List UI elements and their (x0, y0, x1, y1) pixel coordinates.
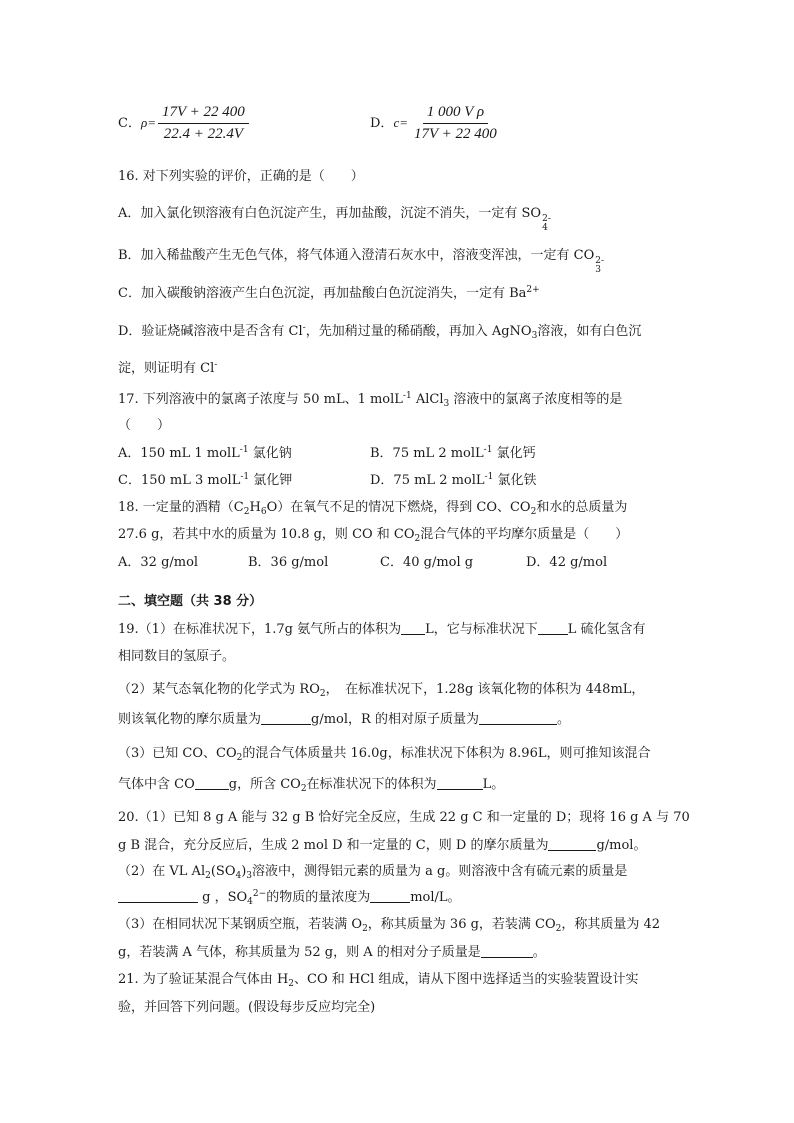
q15-c-fraction: $\frac{17V + 22 400}{22.4 + 22.4V}$ (158, 104, 249, 143)
q17-option-c: C．150 mL 3 molL$^{-1}$ 氯化钾 (118, 472, 293, 488)
q16-stem: 16. 对下列实验的评价，正确的是（ ） (118, 169, 364, 184)
q15-option-c: C．ρ= $\frac{17V + 22 400}{22.4 + 22.4V}$ (118, 104, 249, 143)
q16-option-c: C．加入碳酸钠溶液产生白色沉淀，再加盐酸白色沉淀消失，一定有 $Ba^{2+}$ (118, 285, 540, 301)
q17-stem: 17. 下列溶液中的氯离子浓度与 50 mL、1 molL$^{-1}$ AlCl$_3$ 溶液中的氯离子浓度相等的是 (118, 391, 623, 409)
q18-option-d: D．42 g/mol (526, 555, 608, 570)
q16-option-d-line2: 淀，则证明有 Cl- (118, 360, 218, 376)
answer-blank[interactable] (261, 712, 311, 725)
q17-option-d: D．75 mL 2 molL$^{-1}$ 氯化铁 (370, 472, 537, 488)
q21-stem-line1: 21. 为了验证某混合气体由 $H_2$、CO 和 HCl 组成，请从下图中选择适当的实验装置设计实 (118, 972, 639, 989)
q18-option-a: A．32 g/mol (118, 555, 199, 570)
answer-blank[interactable] (437, 777, 483, 790)
q20-part2-line2: g ，$SO_4^{2-}$的物质的量浓度为 mol/L。 (118, 886, 461, 907)
answer-blank[interactable] (118, 890, 198, 903)
answer-blank[interactable] (548, 838, 596, 851)
answer-blank[interactable] (479, 712, 557, 725)
q20-part1-line1: 20.（1）已知 8 g A 能与 32 g B 恰好完全反应，生成 22 g C 和一定量的 D；现将 16 g A 与 70 (118, 810, 690, 825)
q21-stem-line2: 验，并回答下列问题。(假设每步反应均完全) (118, 1000, 376, 1015)
q19-part1-line1: 19.（1）在标准状况下，1.7g 氨气所占的体积为 L，它与标准状况下 L 硫化氢含有 (118, 622, 646, 637)
q18-option-b: B．36 g/mol (248, 555, 329, 570)
answer-blank[interactable] (401, 622, 425, 635)
section-heading-fill-in: 二、填空题（共 38 分） (118, 594, 263, 609)
q18-option-c: C．40 g/mol g (380, 555, 474, 570)
answer-blank[interactable] (481, 945, 533, 958)
q19-part1-line2: 相同数目的氢原子。 (118, 649, 236, 664)
q16-option-d-line1: D．验证烧碱溶液中是否含有 Cl-，先加稍过量的稀硝酸，再加入 AgNO$_3$溶液，如有白色沉 (118, 323, 642, 341)
q20-part2-line1: （2）在 VL $Al_2(SO_4)_3$溶液中，测得铝元素的质量为 a g。则溶液中含有硫元素的质量是 (118, 864, 628, 881)
answer-blank[interactable] (538, 622, 568, 635)
answer-blank[interactable] (195, 777, 229, 790)
q16-option-b: B．加入稀盐酸产生无色气体，将气体通入澄清石灰水中，溶液变浑浊，一定有 CO 2- 3 (118, 248, 605, 275)
q20-part3-line2: g，若装满 A 气体，称其质量为 52 g，则 A 的相对分子质量是 。 (118, 945, 546, 960)
q17-option-b: B．75 mL 2 molL$^{-1}$ 氯化钙 (370, 445, 536, 461)
answer-blank[interactable] (370, 890, 410, 903)
q15-option-d: D．c= $\frac{\text{1 000 V ρ}}{17V + 22 400}$ (370, 104, 501, 143)
q16-option-a: A．加入氯化钡溶液有白色沉淀产生，再加盐酸，沉淀不消失，一定有 SO 2- 4 (118, 206, 551, 233)
q20-part1-line2: g B 混合，充分反应后，生成 2 mol D 和一定量的 C，则 D 的摩尔质量为 g/mol。 (118, 838, 647, 853)
q19-part3-line1: （3）已知 CO、$CO_2$的混合气体质量共 16.0g，标准状况下体积为 8.96L，则可推知该混合 (118, 746, 651, 763)
q20-part3-line1: （3）在相同状况下某钢质空瓶，若装满 $O_2$，称其质量为 36 g，若装满 $CO_2$，称其质量为 42 (118, 917, 661, 934)
q18-stem-line2: 27.6 g，若其中水的质量为 10.8 g，则 CO 和 $CO_2$混合气体的平均摩尔质量是（ ） (118, 527, 629, 544)
q19-part2-line1: （2）某气态氧化物的化学式为 $RO_2$， 在标准状况下，1.28g 该氧化物的体积为 448mL， (118, 682, 645, 699)
q18-stem-line1: 18. 一定量的酒精$(C_2H_6O)$在氧气不足的情况下燃烧，得到 CO、$CO_2$和水的总质量为 (118, 500, 628, 517)
q17-option-a: A．150 mL 1 molL$^{-1}$ 氯化钠 (118, 445, 292, 461)
q19-part3-line2: 气体中含 CO g，所含 $CO_2$在标准状况下的体积为 L。 (118, 777, 505, 794)
q19-part2-line2: 则该氧化物的摩尔质量为 g/mol，R 的相对原子质量为 。 (118, 712, 570, 727)
q17-answer-paren: （ ） (118, 418, 171, 433)
q15-d-fraction: $\frac{\text{1 000 V ρ}}{17V + 22 400}$ (413, 104, 497, 142)
